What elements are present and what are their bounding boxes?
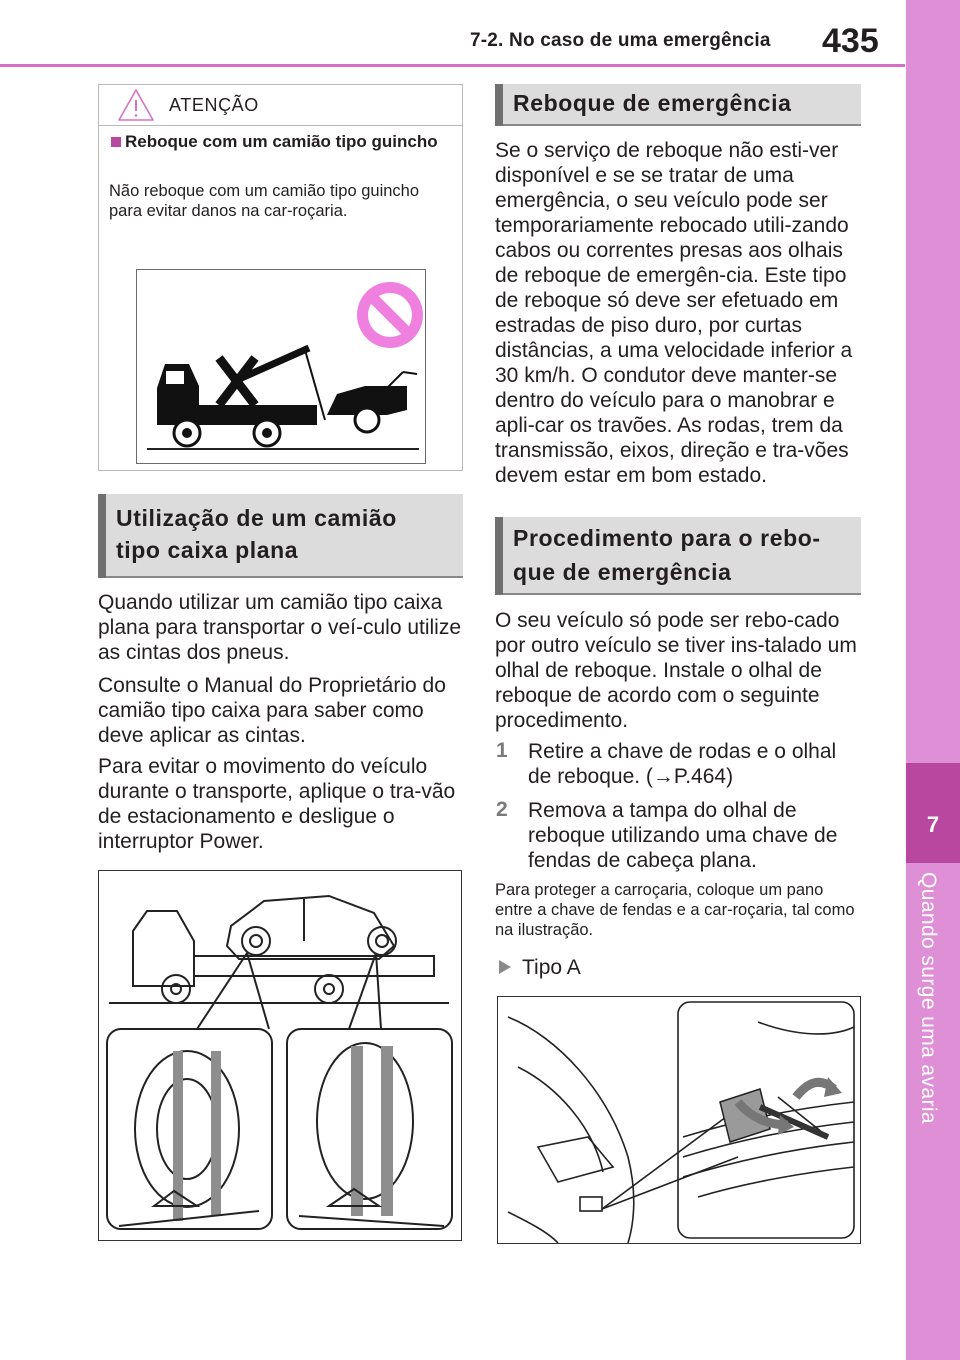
warning-title: Reboque com um camião tipo guincho [125, 132, 438, 151]
flatbed-paragraph-1: Quando utilizar um camião tipo caixa plana para transportar o veí-culo utilize as cintas dos pneus. [98, 591, 462, 664]
flatbed-paragraph-2: Consulte o Manual do Proprietário do camião tipo caixa para saber como deve aplicar as cintas. [98, 674, 446, 747]
warning-label: ATENÇÃO [169, 95, 259, 115]
page-number: 435 [822, 22, 879, 60]
warning-header [99, 85, 462, 126]
flatbed-strap-illustration [98, 870, 462, 1241]
procedure-heading-line1: Procedimento para o rebo- [513, 525, 821, 551]
procedure-intro: O seu veículo só pode ser rebo-cado por outro veículo se tiver ins-talado um olhal de reboque. Instale o olhal de reboque de acordo com o seguinte procedimento. [495, 609, 857, 732]
flatbed-heading-line2: tipo caixa plana [116, 537, 299, 563]
chapter-number: 7 [926, 812, 940, 837]
warning-box [98, 84, 463, 471]
flatbed-paragraph-3: Para evitar o movimento do veículo durante o transporte, aplique o tra-vão de estacionamento e desligue o interruptor Power. [98, 755, 456, 853]
procedure-heading-line2: que de emergência [513, 559, 732, 585]
wheel-lift-truck-illustration [136, 269, 426, 464]
chapter-title: Quando surge uma avaria [917, 872, 940, 1125]
emergency-towing-heading [495, 84, 861, 126]
step-2-number: 2 [496, 798, 508, 821]
section-title: 7-2. No caso de uma emergência [470, 30, 771, 51]
step-2-text: Remova a tampa do olhal de reboque utilizando uma chave de fendas de cabeça plana. [528, 799, 838, 872]
flatbed-heading-line1: Utilização de um camião [116, 505, 397, 531]
bullet-square-icon [111, 137, 121, 147]
tow-eye-cover-removal-illustration [497, 996, 861, 1244]
arrow-right-icon [497, 959, 513, 975]
chapter-side-tab [906, 0, 960, 1360]
warning-text: Não reboque com um camião tipo guincho para evitar danos na car-roçaria. [109, 182, 420, 220]
procedure-heading [495, 517, 861, 595]
warning-triangle-icon [116, 87, 156, 123]
header-divider [0, 64, 905, 67]
procedure-note: Para proteger a carroçaria, coloque um pano entre a chave de fendas e a car-roçaria, tal como na ilustração. [495, 881, 855, 939]
emergency-towing-heading-text: Reboque de emergência [513, 90, 792, 116]
step-1-number: 1 [496, 739, 508, 762]
emergency-towing-paragraph: Se o serviço de reboque não esti-ver disponível e se se tratar de uma emergência, o seu veículo pode ser temporariamente rebocado utili-zando cabos ou correntes presas aos olhais de reboque de emergên-cia. Este tipo de reboque só deve ser efetuado em estradas de piso duro, por curtas distâncias, a uma velocidade inferior a 30 km/h. O condutor deve manter-se dentro do veículo para o manobrar e apli-car os travões. As rodas, trem da transmissão, eixos, direção e tra-vões devem estar em bom estado. [495, 139, 853, 487]
step-1-text: Retire a chave de rodas e o olhal de reboque. (→P.464) [528, 740, 837, 788]
type-a-label: Tipo A [522, 956, 581, 979]
flatbed-heading [98, 494, 463, 578]
